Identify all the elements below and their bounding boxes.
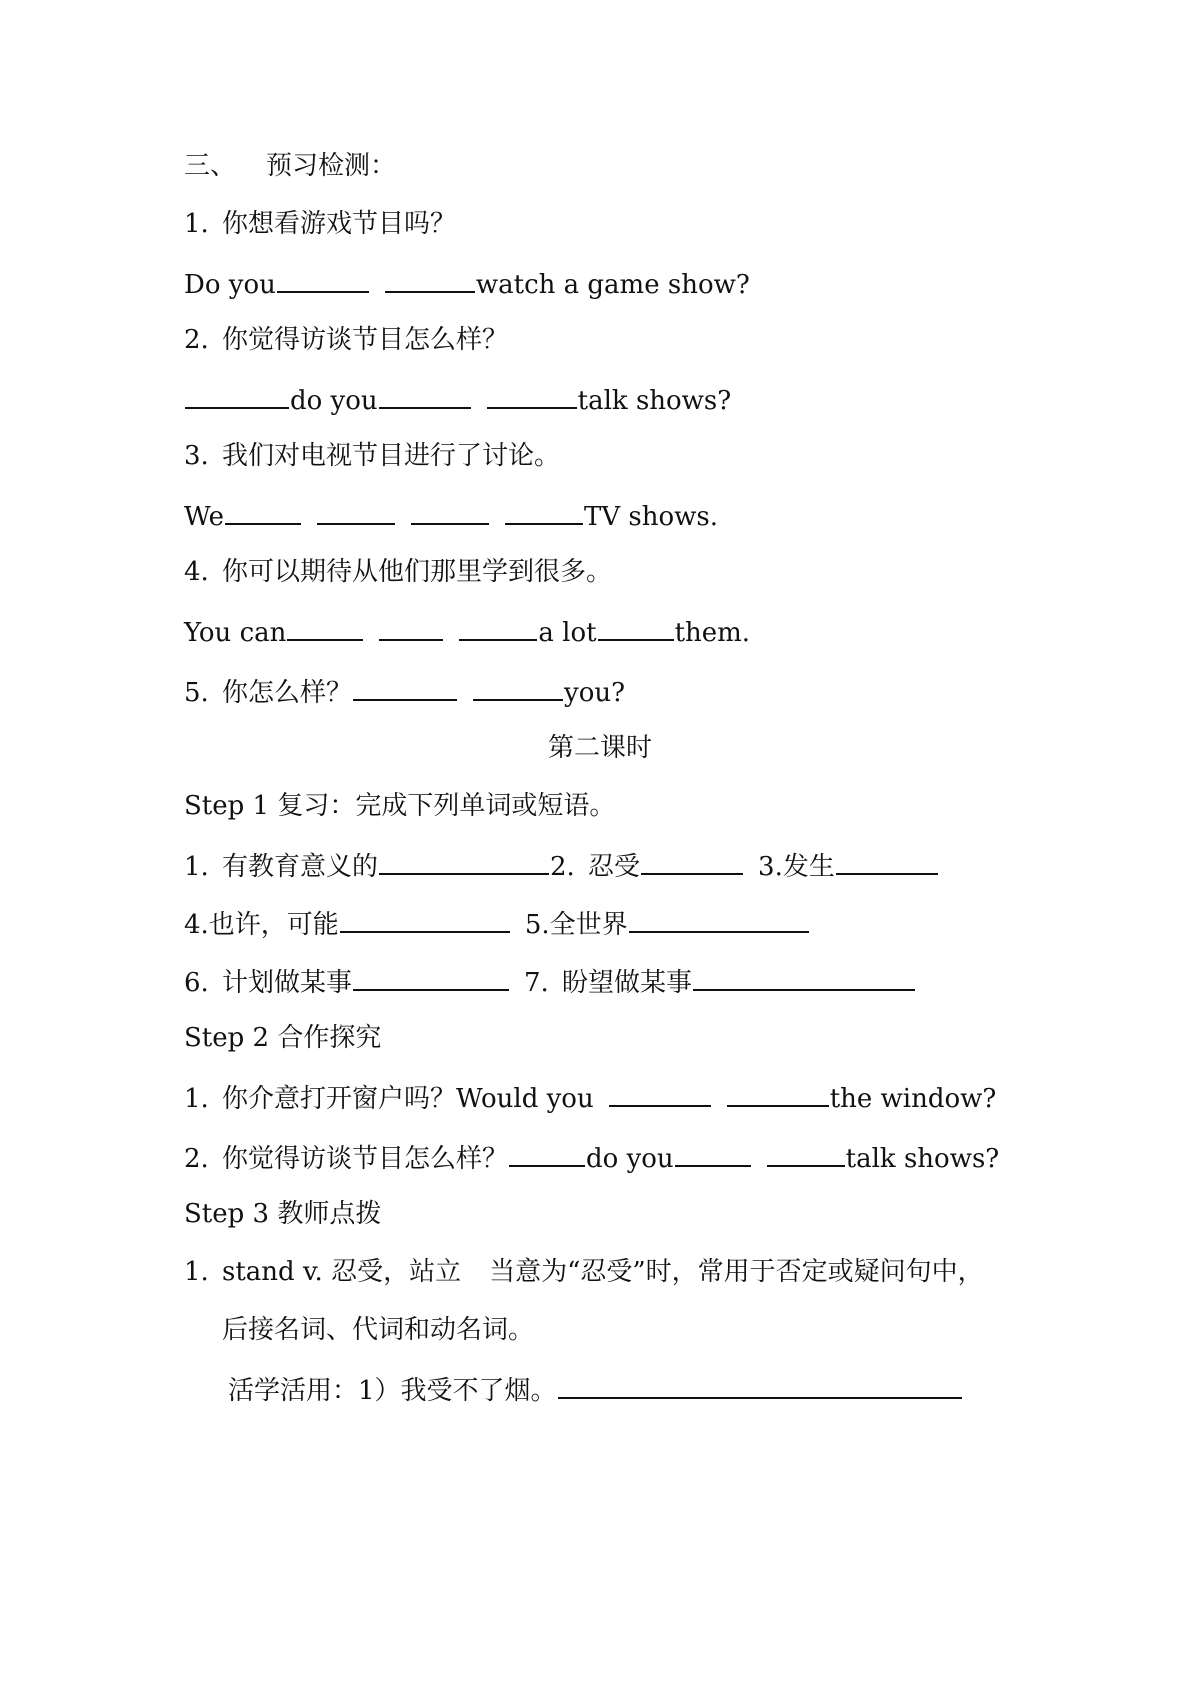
answer-text: the window? [829, 1084, 997, 1114]
step1-row-1 [184, 847, 939, 881]
lesson-heading: 第二课时 [547, 733, 652, 763]
practice-blank[interactable] [558, 1371, 962, 1399]
answer-blank[interactable] [609, 1079, 711, 1107]
answer-text: talk shows? [845, 1144, 1000, 1174]
answer-blank[interactable] [473, 673, 563, 701]
answer-text: them. [674, 618, 751, 648]
answer-text: you? [564, 678, 626, 708]
item-number: 1. [184, 852, 209, 882]
step2-q2 [184, 1139, 999, 1173]
item-number: 4. [184, 557, 209, 587]
answer-blank[interactable] [379, 381, 471, 409]
answer-blank[interactable] [598, 613, 674, 641]
step3-practice [228, 1371, 963, 1405]
section-title-text: 预习检测： [266, 151, 397, 181]
item-chinese: 你觉得访谈节目怎么样？ [222, 325, 509, 355]
answer-blank[interactable] [385, 265, 475, 293]
item-5 [184, 673, 625, 707]
section-number: 三、 [184, 151, 237, 181]
step3-title: Step 3 教师点拨 [184, 1199, 382, 1229]
vocab-prompt: 计划做某事 [222, 968, 353, 998]
item-4-question [184, 555, 612, 589]
step1-title: Step 1 复习：完成下列单词或短语。 [184, 791, 616, 821]
section-title [184, 149, 396, 183]
vocab-blank[interactable] [379, 847, 549, 875]
item-3-question [184, 439, 560, 473]
step1-row-3 [184, 963, 916, 997]
point-term: stand v. 忍受，站立 [222, 1257, 462, 1287]
item-4-answer [184, 613, 750, 647]
vocab-prompt: 4.也许，可能 [184, 910, 339, 940]
answer-blank[interactable] [287, 613, 363, 641]
answer-text: TV shows. [584, 502, 718, 532]
answer-text: watch a game show? [475, 270, 750, 300]
answer-text: We [184, 502, 224, 532]
item-chinese: 我们对电视节目进行了讨论。 [222, 441, 561, 471]
answer-text: Do you [184, 270, 276, 300]
item-chinese: 你可以期待从他们那里学到很多。 [222, 557, 613, 587]
answer-text: You can [184, 618, 287, 648]
answer-blank[interactable] [487, 381, 577, 409]
answer-text: talk shows? [577, 386, 732, 416]
vocab-blank[interactable] [641, 847, 743, 875]
answer-blank[interactable] [459, 613, 537, 641]
answer-blank[interactable] [727, 1079, 829, 1107]
item-2-answer [184, 381, 731, 415]
item-number: 2. [550, 852, 575, 882]
item-number: 1. [184, 1257, 209, 1287]
item-number: 2. [184, 1144, 209, 1174]
vocab-prompt: 3.发生 [758, 852, 835, 882]
vocab-blank[interactable] [340, 905, 510, 933]
item-3-answer [184, 497, 718, 531]
answer-text: do you [290, 386, 378, 416]
answer-text: do you [586, 1144, 674, 1174]
item-chinese: 你想看游戏节目吗？ [222, 209, 457, 239]
vocab-prompt: 盼望做某事 [562, 968, 693, 998]
answer-blank[interactable] [509, 1139, 585, 1167]
step3-point-1 [184, 1255, 984, 1289]
answer-blank[interactable] [675, 1139, 751, 1167]
question-chinese: 你觉得访谈节目怎么样？ [222, 1144, 509, 1174]
step2-title: Step 2 合作探究 [184, 1023, 382, 1053]
vocab-prompt: 有教育意义的 [222, 852, 379, 882]
step1-row-2 [184, 905, 810, 939]
answer-blank[interactable] [767, 1139, 845, 1167]
point-explanation: 当意为“忍受”时，常用于否定或疑问句中， [489, 1257, 984, 1287]
item-1-question [184, 207, 456, 241]
vocab-blank[interactable] [836, 847, 938, 875]
step3-point-1-cont: 后接名词、代词和动名词。 [222, 1315, 535, 1345]
answer-blank[interactable] [379, 613, 443, 641]
item-number: 7. [524, 968, 549, 998]
vocab-prompt: 5.全世界 [524, 910, 628, 940]
question-chinese: 你介意打开窗户吗？ [222, 1084, 457, 1114]
answer-text: Would you [456, 1084, 594, 1114]
item-chinese: 你怎么样？ [222, 678, 353, 708]
item-2-question [184, 323, 508, 357]
answer-blank[interactable] [185, 381, 289, 409]
vocab-blank[interactable] [693, 963, 915, 991]
item-1-answer [184, 265, 750, 299]
step2-q1 [184, 1079, 996, 1113]
answer-text: a lot [538, 618, 597, 648]
item-number: 1. [184, 1084, 209, 1114]
answer-blank[interactable] [505, 497, 583, 525]
item-number: 2. [184, 325, 209, 355]
answer-blank[interactable] [353, 673, 457, 701]
item-number: 1. [184, 209, 209, 239]
answer-blank[interactable] [317, 497, 395, 525]
item-number: 6. [184, 968, 209, 998]
answer-blank[interactable] [411, 497, 489, 525]
vocab-prompt: 忍受 [588, 852, 641, 882]
vocab-blank[interactable] [353, 963, 509, 991]
vocab-blank[interactable] [629, 905, 809, 933]
item-number: 5. [184, 678, 209, 708]
practice-prompt: 活学活用：1）我受不了烟。 [228, 1376, 557, 1406]
answer-blank[interactable] [225, 497, 301, 525]
answer-blank[interactable] [277, 265, 369, 293]
item-number: 3. [184, 441, 209, 471]
